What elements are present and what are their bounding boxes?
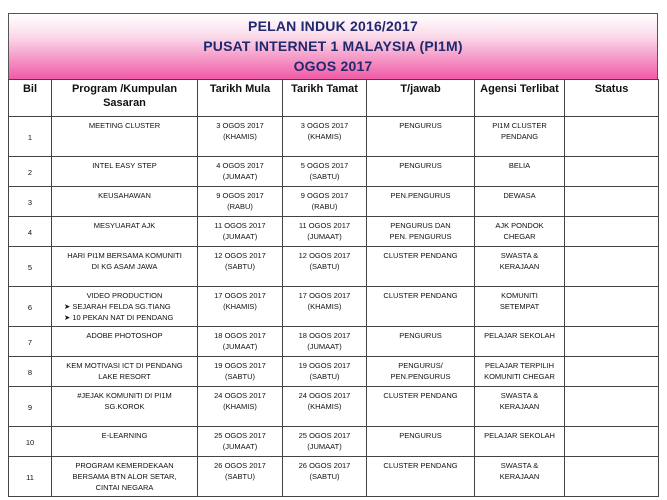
cell-status <box>565 117 659 157</box>
cell-agensi-line: DEWASA <box>503 191 536 200</box>
cell-agensi <box>475 117 565 157</box>
cell-tarikh-tamat <box>283 457 367 497</box>
cell-tarikh-tamat <box>283 117 367 157</box>
cell-tarikh-tamat-line: 19 OGOS 2017 <box>298 361 351 370</box>
cell-tarikh-tamat-line: (SABTU) <box>309 372 340 381</box>
column-header-agensi: Agensi Terlibat <box>475 80 565 117</box>
cell-agensi <box>475 187 565 217</box>
cell-tjawab-line: PEN.PENGURUS <box>390 372 451 381</box>
cell-status <box>565 427 659 457</box>
cell-tarikh-mula <box>198 157 283 187</box>
cell-tarikh-mula <box>198 187 283 217</box>
cell-tarikh-tamat <box>283 217 367 247</box>
cell-tarikh-mula <box>198 457 283 497</box>
table-row <box>9 247 659 287</box>
cell-tjawab-line: PENGURUS <box>399 431 442 440</box>
cell-tarikh-mula-line: 4 OGOS 2017 <box>216 161 264 170</box>
cell-status <box>565 387 659 427</box>
cell-tjawab-line: CLUSTER PENDANG <box>383 291 458 300</box>
cell-agensi-line: PELAJAR SEKOLAH <box>484 331 555 340</box>
cell-tarikh-tamat-line: 11 OGOS 2017 <box>298 221 351 230</box>
cell-tjawab <box>367 117 475 157</box>
cell-agensi-line: CHEGAR <box>503 232 536 241</box>
cell-tarikh-tamat-line: (SABTU) <box>309 472 340 481</box>
cell-agensi-line: PELAJAR SEKOLAH <box>484 431 555 440</box>
cell-program-line: CINTAI NEGARA <box>95 483 154 492</box>
cell-tjawab-line: PENGURUS <box>399 121 442 130</box>
cell-tarikh-mula-line: (SABTU) <box>225 262 255 271</box>
cell-program-line: SG.KOROK <box>104 402 145 411</box>
cell-tarikh-mula-line: (JUMAAT) <box>222 172 258 181</box>
cell-agensi-line: KOMUNITI <box>501 291 538 300</box>
cell-tarikh-mula-line: (KHAMIS) <box>223 302 257 311</box>
cell-agensi-line: KERAJAAN <box>499 402 540 411</box>
table-row <box>9 387 659 427</box>
cell-program-line: MESYUARAT AJK <box>93 221 156 230</box>
cell-tarikh-tamat-line: (JUMAAT) <box>307 442 342 451</box>
title-line-2: PUSAT INTERNET 1 MALAYSIA (PI1M) <box>203 38 463 54</box>
cell-program <box>52 247 198 287</box>
cell-bil: 4 <box>9 217 52 247</box>
cell-tarikh-mula <box>198 387 283 427</box>
cell-program <box>52 427 198 457</box>
cell-tarikh-mula-line: (JUMAAT) <box>222 232 258 241</box>
cell-tarikh-mula-line: (JUMAAT) <box>222 342 258 351</box>
cell-tarikh-tamat <box>283 427 367 457</box>
cell-tarikh-tamat-line: (RABU) <box>311 202 338 211</box>
cell-tarikh-mula <box>198 327 283 357</box>
cell-tarikh-tamat-line: 12 OGOS 2017 <box>298 251 351 260</box>
cell-agensi-line: AJK PONDOK <box>495 221 544 230</box>
table-row <box>9 157 659 187</box>
cell-program-line: ➤ 10 PEKAN NAT DI PENDANG <box>64 313 174 322</box>
cell-tarikh-mula-line: (JUMAAT) <box>222 442 258 451</box>
cell-tarikh-mula-line: 11 OGOS 2017 <box>214 221 266 230</box>
cell-status <box>565 327 659 357</box>
cell-tjawab-line: PEN. PENGURUS <box>389 232 452 241</box>
cell-bil: 2 <box>9 157 52 187</box>
cell-tjawab-line: PENGURUS <box>399 161 442 170</box>
cell-tarikh-mula <box>198 427 283 457</box>
cell-program-line: ADOBE PHOTOSHOP <box>86 331 163 340</box>
cell-program <box>52 457 198 497</box>
cell-program-line: #JEJAK KOMUNITI DI PI1M <box>77 391 172 400</box>
cell-agensi <box>475 457 565 497</box>
cell-tjawab <box>367 327 475 357</box>
cell-status <box>565 247 659 287</box>
cell-tarikh-tamat-line: (JUMAAT) <box>307 232 342 241</box>
cell-tjawab <box>367 217 475 247</box>
table-row <box>9 357 659 387</box>
cell-tarikh-mula-line: 12 OGOS 2017 <box>214 251 266 260</box>
cell-agensi-line: PI1M CLUSTER <box>492 121 547 130</box>
cell-tarikh-tamat <box>283 247 367 287</box>
cell-tarikh-tamat <box>283 287 367 327</box>
cell-bil: 7 <box>9 327 52 357</box>
cell-bil: 3 <box>9 187 52 217</box>
cell-tarikh-tamat-line: 18 OGOS 2017 <box>298 331 351 340</box>
cell-tarikh-tamat-line: (JUMAAT) <box>307 342 342 351</box>
cell-agensi <box>475 427 565 457</box>
cell-agensi-line: PENDANG <box>500 132 539 141</box>
cell-tarikh-tamat-line: (SABTU) <box>309 262 340 271</box>
title-line-3: OGOS 2017 <box>293 58 373 74</box>
cell-agensi-line: SETEMPAT <box>499 302 540 311</box>
cell-status <box>565 357 659 387</box>
cell-tarikh-mula-line: (SABTU) <box>225 472 255 481</box>
cell-tarikh-mula-line: (KHAMIS) <box>223 132 257 141</box>
cell-program <box>52 287 198 327</box>
cell-tarikh-mula-line: 9 OGOS 2017 <box>216 191 264 200</box>
cell-tjawab-line: PEN.PENGURUS <box>390 191 451 200</box>
cell-tjawab-line: PENGURUS <box>399 331 442 340</box>
cell-tarikh-tamat-line: 3 OGOS 2017 <box>300 121 349 130</box>
cell-tjawab-line: CLUSTER PENDANG <box>383 391 458 400</box>
cell-program <box>52 217 198 247</box>
table-row <box>9 187 659 217</box>
cell-status <box>565 287 659 327</box>
cell-tarikh-mula-line: (KHAMIS) <box>223 402 257 411</box>
cell-tarikh-mula-line: 25 OGOS 2017 <box>214 431 266 440</box>
table-row <box>9 457 659 497</box>
cell-agensi <box>475 387 565 427</box>
cell-agensi-line: KERAJAAN <box>499 472 540 481</box>
cell-program-line: KEM MOTIVASI ICT DI PENDANG <box>66 361 183 370</box>
cell-tarikh-tamat <box>283 157 367 187</box>
cell-program <box>52 117 198 157</box>
cell-agensi <box>475 247 565 287</box>
cell-agensi <box>475 157 565 187</box>
cell-tjawab-line: PENGURUS DAN <box>390 221 451 230</box>
cell-tarikh-tamat-line: 24 OGOS 2017 <box>298 391 351 400</box>
cell-tarikh-mula <box>198 117 283 157</box>
cell-tarikh-tamat-line: 26 OGOS 2017 <box>298 461 351 470</box>
cell-program-line: HARI PI1M BERSAMA KOMUNITI <box>67 251 182 260</box>
cell-program-line: INTEL EASY STEP <box>92 161 157 170</box>
cell-agensi-line: SWASTA & <box>500 251 539 260</box>
column-header-status: Status <box>565 80 659 117</box>
cell-tjawab <box>367 387 475 427</box>
cell-tarikh-mula-line: 17 OGOS 2017 <box>214 291 266 300</box>
cell-bil: 8 <box>9 357 52 387</box>
cell-bil: 5 <box>9 247 52 287</box>
cell-program-line: DI KG ASAM JAWA <box>91 262 158 271</box>
table-row <box>9 287 659 327</box>
cell-tarikh-mula-line: 19 OGOS 2017 <box>214 361 266 370</box>
cell-tarikh-mula-line: (RABU) <box>227 202 253 211</box>
table-row <box>9 217 659 247</box>
column-header-program: Program /Kumpulan Sasaran <box>52 80 198 117</box>
cell-agensi-line: BELIA <box>508 161 531 170</box>
cell-status <box>565 187 659 217</box>
cell-tarikh-mula <box>198 357 283 387</box>
cell-tarikh-tamat-line: 25 OGOS 2017 <box>298 431 351 440</box>
cell-program <box>52 157 198 187</box>
cell-agensi-line: SWASTA & <box>500 391 539 400</box>
cell-agensi <box>475 217 565 247</box>
cell-tarikh-mula-line: 3 OGOS 2017 <box>216 121 264 130</box>
cell-program <box>52 357 198 387</box>
cell-status <box>565 217 659 247</box>
cell-agensi <box>475 287 565 327</box>
cell-program-line: KEUSAHAWAN <box>98 191 151 200</box>
cell-agensi <box>475 357 565 387</box>
cell-program-line: LAKE RESORT <box>98 372 151 381</box>
cell-program-line: E-LEARNING <box>101 431 148 440</box>
title-banner <box>8 13 658 79</box>
cell-tjawab <box>367 287 475 327</box>
cell-agensi <box>475 327 565 357</box>
cell-program-line: MEETING CLUSTER <box>88 121 161 130</box>
cell-tjawab <box>367 247 475 287</box>
title-line-1: PELAN INDUK 2016/2017 <box>248 18 418 34</box>
cell-tjawab-line: PENGURUS/ <box>398 361 443 370</box>
table-row <box>9 327 659 357</box>
cell-tarikh-mula-line: (SABTU) <box>225 372 255 381</box>
cell-bil: 1 <box>9 117 52 157</box>
cell-program <box>52 387 198 427</box>
table-row <box>9 427 659 457</box>
document-sheet <box>8 13 658 497</box>
cell-bil: 11 <box>9 457 52 497</box>
cell-program-line: PROGRAM KEMERDEKAAN <box>75 461 174 470</box>
cell-tarikh-tamat-line: (KHAMIS) <box>307 132 342 141</box>
cell-tarikh-tamat <box>283 327 367 357</box>
cell-tarikh-tamat <box>283 187 367 217</box>
cell-program <box>52 327 198 357</box>
table-row <box>9 117 659 157</box>
cell-program-line: VIDEO PRODUCTION <box>86 291 163 300</box>
cell-tarikh-mula <box>198 287 283 327</box>
table-header-row <box>9 80 659 117</box>
cell-tarikh-mula-line: 18 OGOS 2017 <box>214 331 266 340</box>
column-header-bil: Bil <box>9 80 52 117</box>
cell-agensi-line: SWASTA & <box>500 461 539 470</box>
cell-tjawab <box>367 157 475 187</box>
cell-tarikh-tamat-line: 17 OGOS 2017 <box>298 291 351 300</box>
cell-tarikh-mula-line: 24 OGOS 2017 <box>214 391 266 400</box>
cell-tarikh-tamat <box>283 357 367 387</box>
cell-tarikh-tamat-line: (SABTU) <box>309 172 340 181</box>
cell-agensi-line: PELAJAR TERPILIH <box>484 361 555 370</box>
cell-bil: 9 <box>9 387 52 427</box>
cell-agensi-line: KOMUNITI CHEGAR <box>484 372 555 381</box>
cell-agensi-line: KERAJAAN <box>499 262 540 271</box>
cell-tarikh-tamat-line: (KHAMIS) <box>307 402 342 411</box>
column-header-tjawab: T/jawab <box>367 80 475 117</box>
cell-program-line: BERSAMA BTN ALOR SETAR, <box>72 472 177 481</box>
cell-tarikh-mula <box>198 217 283 247</box>
cell-bil: 6 <box>9 287 52 327</box>
cell-tjawab-line: CLUSTER PENDANG <box>383 461 458 470</box>
cell-tarikh-tamat-line: 5 OGOS 2017 <box>300 161 349 170</box>
schedule-table <box>8 79 659 497</box>
cell-tarikh-mula <box>198 247 283 287</box>
cell-bil: 10 <box>9 427 52 457</box>
cell-tjawab <box>367 427 475 457</box>
cell-tjawab-line: CLUSTER PENDANG <box>383 251 458 260</box>
cell-status <box>565 457 659 497</box>
cell-tjawab <box>367 457 475 497</box>
cell-tarikh-tamat-line: (KHAMIS) <box>307 302 342 311</box>
cell-tjawab <box>367 357 475 387</box>
cell-status <box>565 157 659 187</box>
cell-tarikh-mula-line: 26 OGOS 2017 <box>214 461 266 470</box>
table-body <box>9 117 659 497</box>
cell-program-line: ➤ SEJARAH FELDA SG.TIANG <box>64 302 171 311</box>
cell-tarikh-tamat-line: 9 OGOS 2017 <box>300 191 349 200</box>
column-header-tarikh-tamat: Tarikh Tamat <box>283 80 367 117</box>
cell-tarikh-tamat <box>283 387 367 427</box>
column-header-tarikh-mula: Tarikh Mula <box>198 80 283 117</box>
cell-tjawab <box>367 187 475 217</box>
cell-program <box>52 187 198 217</box>
